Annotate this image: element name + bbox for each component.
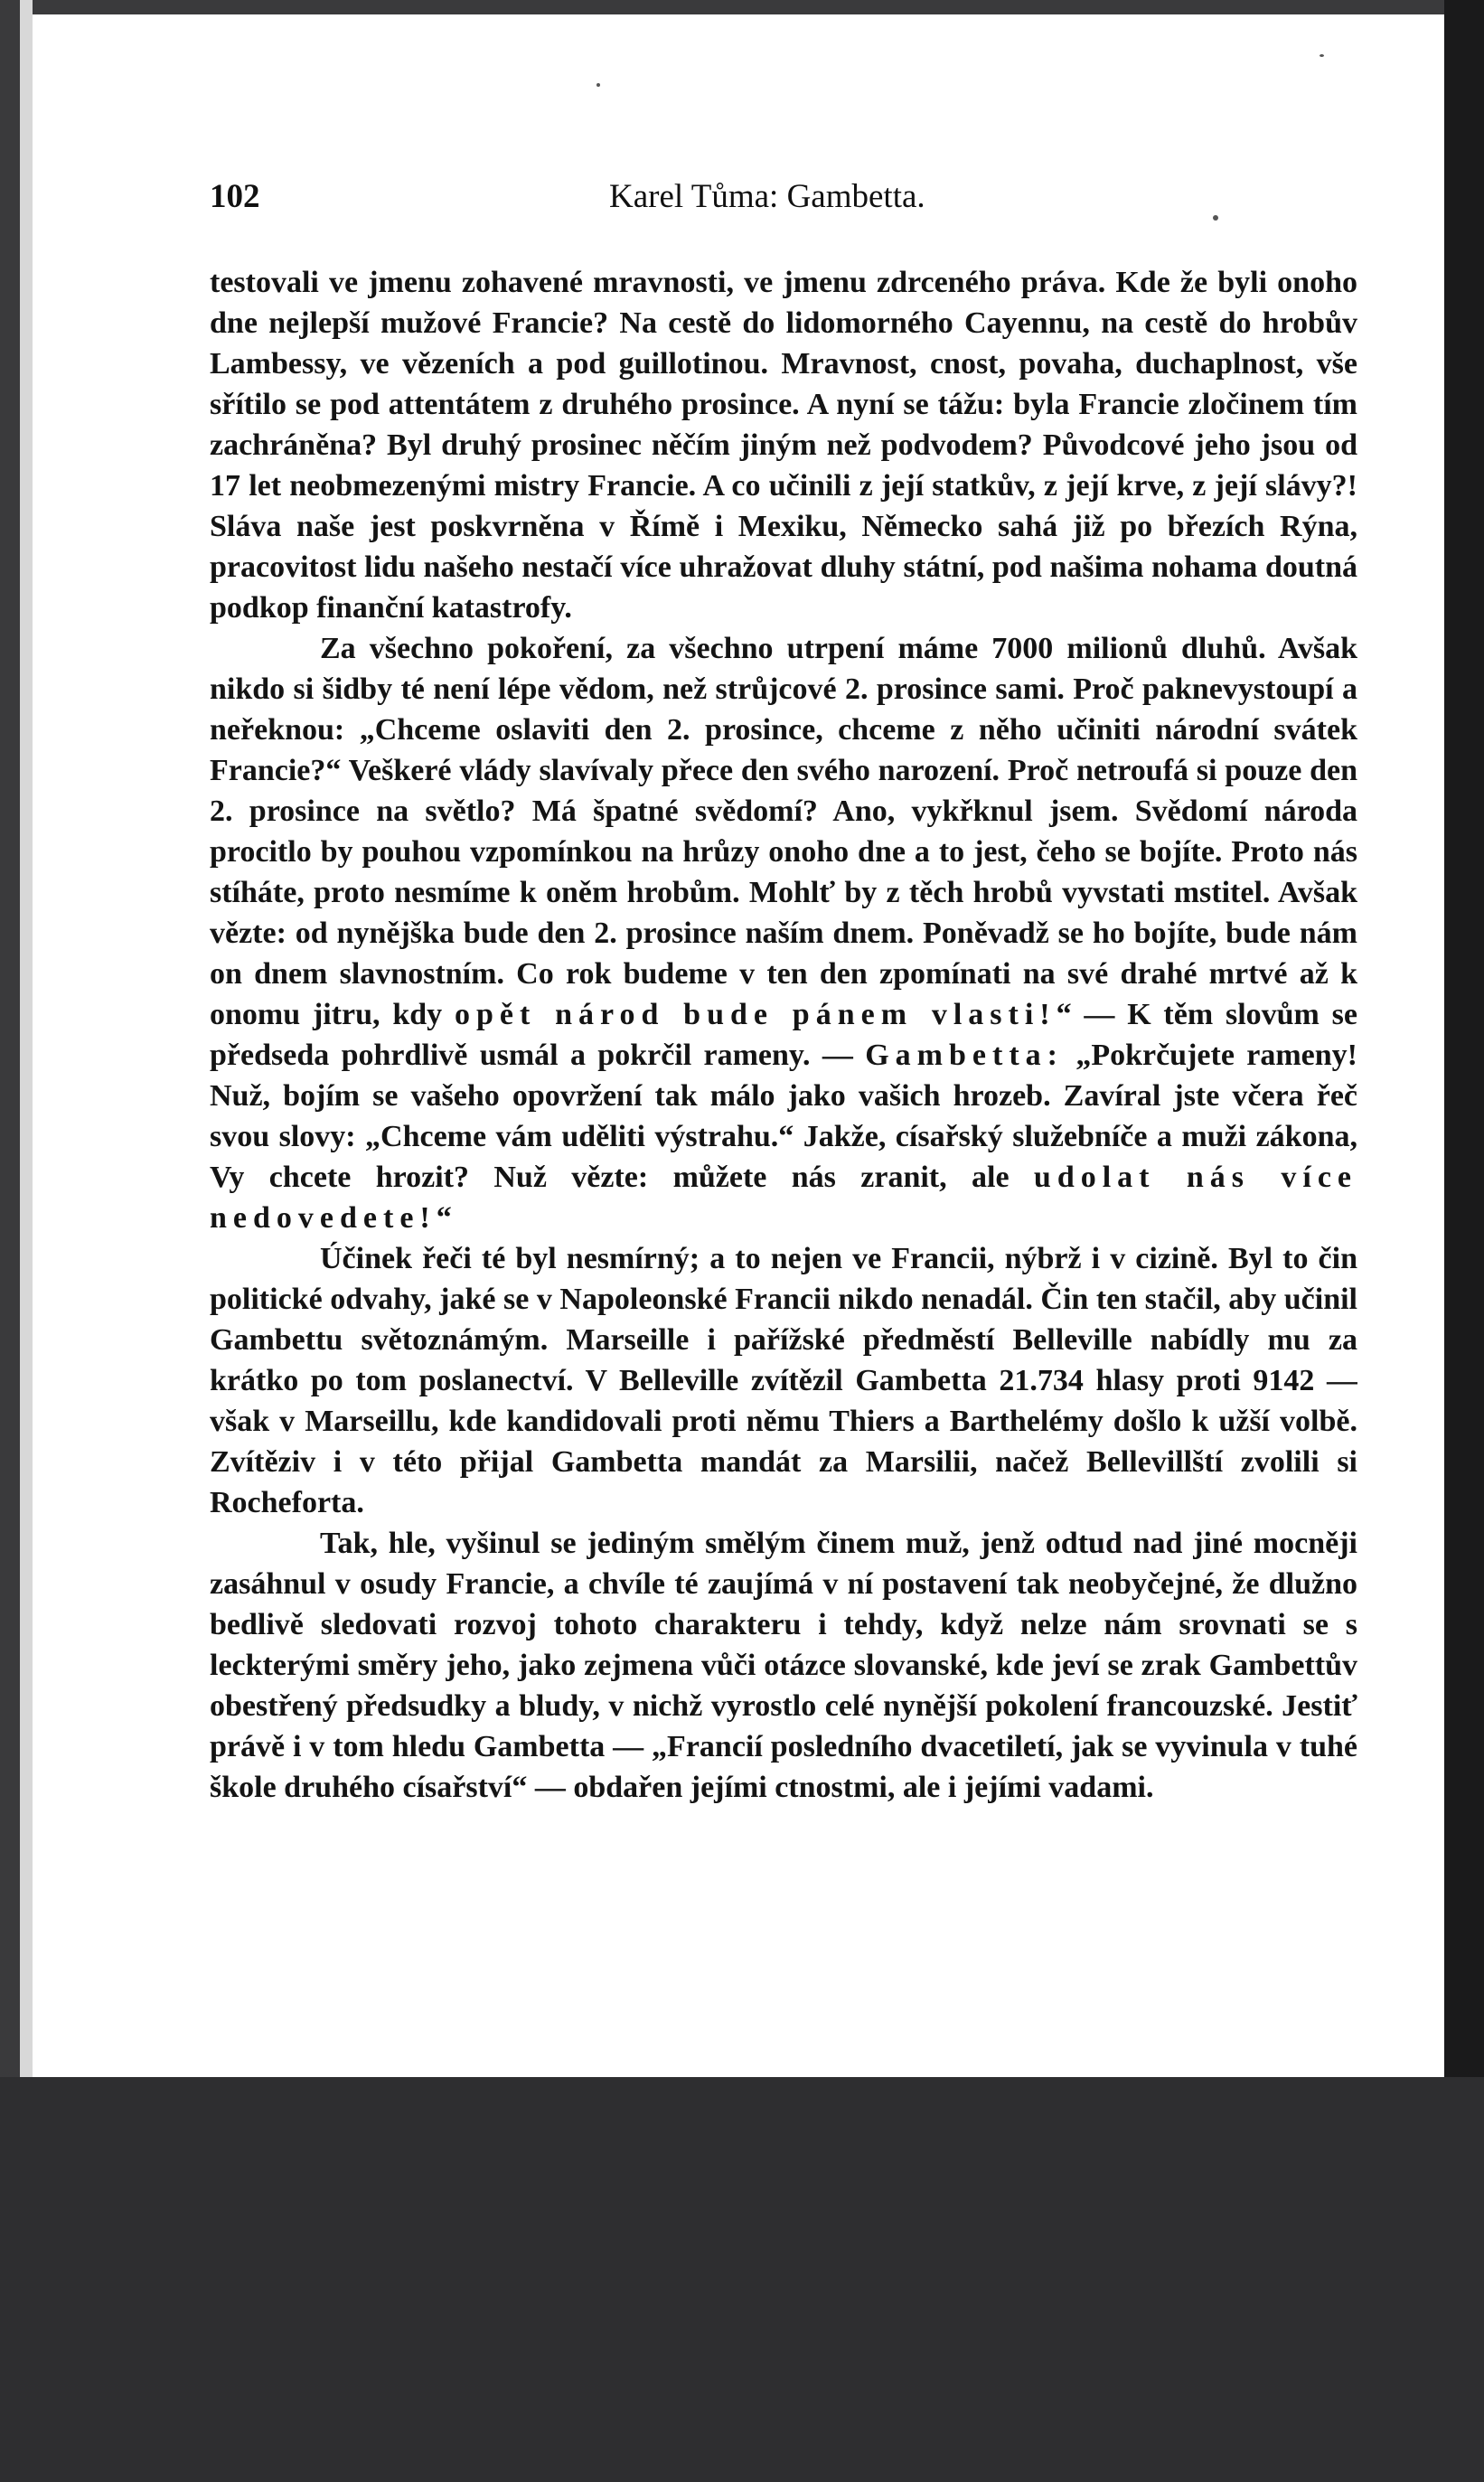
left-page-gutter <box>20 0 33 2077</box>
paragraph-2-text-d: “ <box>436 1201 452 1235</box>
left-scan-edge <box>0 0 20 2077</box>
paragraph-2-spaced-a: opět národ bude pánem vlasti! <box>454 998 1057 1031</box>
paragraph-2-spaced-b: Gambetta: <box>865 1039 1064 1072</box>
ink-speck <box>1320 54 1324 57</box>
paragraph-2 <box>210 628 1357 1238</box>
page-header <box>210 177 1348 222</box>
paragraph-2-text-b: “ — K těm slovům se předseda pohrdlivě usmál a pokrčil rameny. — <box>210 998 1357 1072</box>
paragraph-2-text-a: Za všechno pokoření, za všechno utrpení máme 7000 milionů dluhů. Avšak nikdo si šidby té není lépe vědom, než strůjcové 2. prosince sami. Proč paknevystoupí a neřeknou: „Chceme oslaviti den 2. prosince, chceme z něho učiniti národní svátek Francie?“ Veškeré vlády slavívaly přece den svého narození. Proč netroufá si pouze den 2. prosince na světlo? Má špatné svědomí? Ano, vykřknul jsem. Svědomí národa procitlo by pouhou vzpomínkou na hrůzy onoho dne a to jest, čeho se bojíte. Proto nás stíháte, proto nesmíme k oněm hrobům. Mohlť by z těch hrobů vyvstati mstitel. Avšak vězte: od nynějška bude den 2. prosince naším dnem. Poněvadž se ho bojíte, bude nám on dnem slavnostním. Co rok budeme v ten den zpomínati na své drahé mrtvé až k onomu jitru, kdy <box>210 632 1357 1031</box>
paragraph-4: Tak, hle, vyšinul se jediným smělým činem muž, jenž odtud nad jiné mocněji zasáhnul v osudy Francie, a chvíle té zaujímá v ní postavení tak neobyčejné, že dlužno bedlivě sledovati rozvoj tohoto charakteru i tehdy, když nelze nám srovnati se s leckterými směry jeho, jako zejmena vůči otázce slovanské, kde jeví se zrak Gambettův obestřený předsudky a bludy, v nichž vyrostlo celé nynější pokolení francouzské. Jestiť právě i v tom hledu Gambetta — „Francií posledního dvacetiletí, jak se vyvinula v tuhé škole druhého císařství“ — obdařen jejími ctnostmi, ale i jejími vadami. <box>210 1527 1357 1804</box>
paragraph-2-text-c: „Pokrčujete rameny! Nuž, bojím se vašeho opovržení tak málo jako vašich hrozeb. Zavíral jste včera řeč svou slovy: „Chceme vám uděliti výstrahu.“ Jakže, císařský služebníče a muži zákona, Vy chcete hrozit? Nuž vězte: můžete nás zranit, ale <box>210 1039 1357 1194</box>
top-scan-shadow <box>0 0 1444 14</box>
paragraph-1: testovali ve jmenu zohavené mravnosti, ve jmenu zdrceného práva. Kde že byli onoho dne nejlepší mužové Francie? Na cestě do lidomorného Cayennu, na cestě do hrobův Lambessy, ve vězeních a pod guillotinou. Mravnost, cnost, povaha, duchaplnost, vše sřítilo se pod attentátem z druhého prosince. A nyní se tážu: byla Francie zločinem tím zachráněna? Byl druhý prosinec něčím jiným než podvodem? Původcové jeho jsou od 17 let neobmezenými mistry Francie. A co učinili z její statkův, z její krve, z její slávy?! Sláva naše jest poskvrněna v Římě i Mexiku, Německo sahá již po březích Rýna, pracovitost lidu našeho nestačí více uhražovat dluhy státní, pod našima nohama doutná podkop finanční katastrofy. <box>210 266 1357 625</box>
ink-speck <box>596 83 600 87</box>
page-number: 102 <box>210 178 260 215</box>
right-scan-shadow <box>1444 0 1484 2077</box>
body-text <box>210 262 1357 2077</box>
paragraph-3: Účinek řeči té byl nesmírný; a to nejen ve Francii, nýbrž i v cizině. Byl to čin politické odvahy, jaké se v Napoleonské Francii nikdo nenadál. Čin ten stačil, aby učinil Gambettu světoznámým. Marseille i pařížské předměstí Belleville nabídly mu za krátko po tom poslanectví. V Belleville zvítězil Gambetta 21.734 hlasy proti 9142 — však v Marseillu, kde kandidovali proti němu Thiers a Barthelémy došlo k užší volbě. Zvítěziv i v této přijal Gambetta mandát za Marsilii, načež Bellevillští zvolili si Rocheforta. <box>210 1242 1357 1519</box>
paragraph-2-spaced-c: udolat nás více nedovedete! <box>210 1161 1357 1235</box>
running-head: Karel Tůma: Gambetta. <box>609 178 925 215</box>
